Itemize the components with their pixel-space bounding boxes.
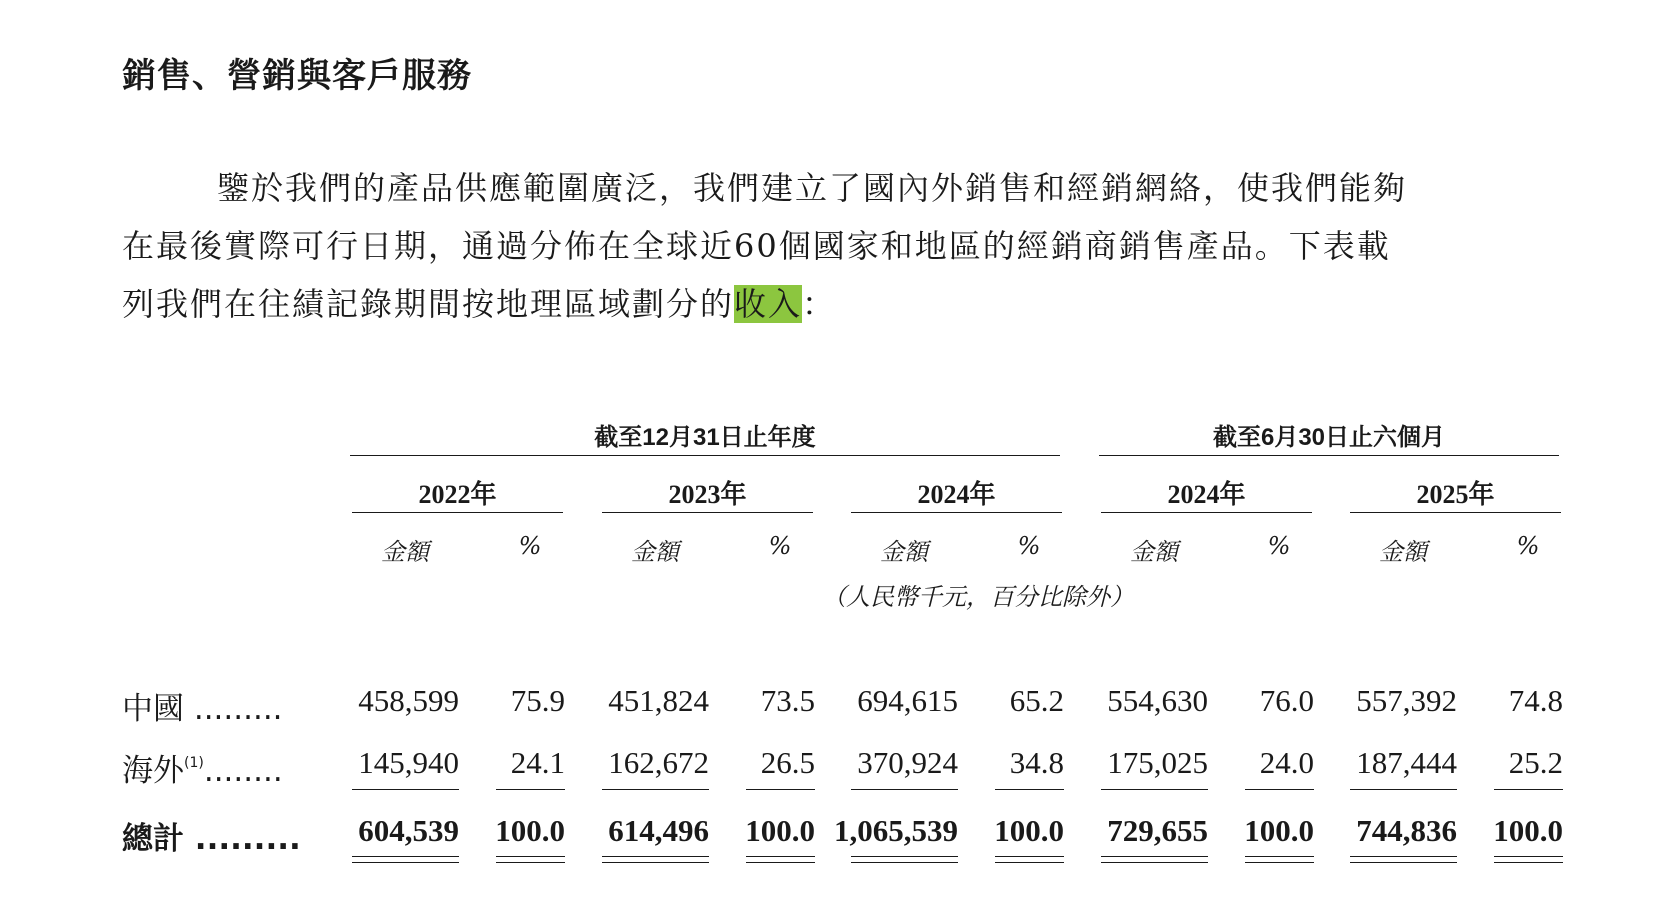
total-double-rule — [995, 862, 1064, 863]
total-double-rule — [602, 862, 709, 863]
subtotal-rule — [1350, 789, 1457, 790]
table-cell: 694,615 — [857, 683, 958, 718]
year-header-2023: 2023年 — [668, 480, 747, 509]
year-header-2022: 2022年 — [418, 480, 497, 509]
group-header-annual: 截至12月31日止年度 — [594, 424, 816, 451]
table-cell: 34.8 — [1009, 745, 1064, 780]
percent-header: % — [1267, 532, 1291, 560]
table-cell: 614,496 — [608, 813, 709, 848]
paragraph-line-1-text: 鑒於我們的產品供應範圍廣泛，我們建立了國內外銷售和經銷網絡，使我們能夠 — [217, 169, 1408, 207]
total-double-rule — [1245, 862, 1314, 863]
table-cell: 76.0 — [1259, 683, 1314, 718]
table-cell: 162,672 — [608, 745, 709, 780]
total-double-rule — [352, 856, 459, 857]
total-double-rule — [746, 862, 815, 863]
table-cell: 65.2 — [1009, 683, 1064, 718]
table-cell: 458,599 — [358, 683, 459, 718]
year-rule — [1101, 512, 1312, 513]
subtotal-rule — [1101, 789, 1208, 790]
total-double-rule — [1494, 856, 1563, 857]
year-rule — [352, 512, 563, 513]
total-double-rule — [1494, 862, 1563, 863]
table-cell: 604,539 — [358, 813, 459, 848]
amount-header: 金額 — [381, 538, 429, 566]
total-double-rule — [1101, 856, 1208, 857]
percent-header: % — [1017, 532, 1041, 560]
row-label-overseas-dots: ........ — [203, 753, 283, 789]
year-rule — [1350, 512, 1561, 513]
table-cell: 75.9 — [510, 683, 565, 718]
total-double-rule — [1101, 862, 1208, 863]
table-cell: 187,444 — [1356, 745, 1457, 780]
row-label-overseas — [122, 745, 283, 790]
subtotal-rule — [496, 789, 565, 790]
year-rule — [851, 512, 1062, 513]
table-cell: 74.8 — [1508, 683, 1563, 718]
group-header-six-months: 截至6月30日止六個月 — [1212, 424, 1446, 451]
percent-header: % — [518, 532, 542, 560]
table-cell: 73.5 — [760, 683, 815, 718]
subtotal-rule — [851, 789, 958, 790]
total-double-rule — [746, 856, 815, 857]
total-double-rule — [496, 856, 565, 857]
total-double-rule — [1245, 856, 1314, 857]
footnote-marker: (1) — [184, 755, 204, 771]
year-header-2024-h1: 2024年 — [1167, 480, 1246, 509]
table-cell: 100.0 — [1244, 813, 1314, 848]
percent-header: % — [1516, 532, 1540, 560]
table-cell: 100.0 — [1493, 813, 1563, 848]
table-cell: 1,065,539 — [834, 813, 958, 848]
table-cell: 451,824 — [608, 683, 709, 718]
table-cell: 729,655 — [1107, 813, 1208, 848]
total-double-rule — [995, 856, 1064, 857]
year-header-2024: 2024年 — [917, 480, 996, 509]
highlighted-revenue-text: 收入 — [734, 285, 803, 323]
paragraph-line-3-colon: ： — [802, 285, 837, 323]
subtotal-rule — [1494, 789, 1563, 790]
subtotal-rule — [352, 789, 459, 790]
table-cell: 370,924 — [857, 745, 958, 780]
amount-header: 金額 — [1379, 538, 1427, 566]
section-title: 銷售、營銷與客戶服務 — [122, 56, 472, 96]
paragraph-line-2: 在最後實際可行日期，通過分佈在全球近60個國家和地區的經銷商銷售產品。下表載 — [122, 227, 1391, 265]
percent-header: % — [768, 532, 792, 560]
year-rule — [602, 512, 813, 513]
total-double-rule — [851, 856, 958, 857]
total-double-rule — [851, 862, 958, 863]
total-double-rule — [496, 862, 565, 863]
row-label-china: 中國 ......... — [122, 691, 283, 727]
group-rule-six-months — [1099, 455, 1559, 456]
unit-note: （人民幣千元，百分比除外） — [822, 583, 1134, 611]
total-double-rule — [602, 856, 709, 857]
subtotal-rule — [602, 789, 709, 790]
paragraph-line-3-text: 列我們在往績記錄期間按地理區域劃分的 — [122, 285, 735, 323]
paragraph-line-3 — [122, 279, 836, 325]
table-cell: 744,836 — [1356, 813, 1457, 848]
table-cell: 554,630 — [1107, 683, 1208, 718]
table-cell: 25.2 — [1508, 745, 1563, 780]
table-cell: 100.0 — [994, 813, 1064, 848]
table-cell: 175,025 — [1107, 745, 1208, 780]
subtotal-rule — [1245, 789, 1314, 790]
table-cell: 145,940 — [358, 745, 459, 780]
row-label-total: 總計 ......... — [122, 821, 301, 857]
year-header-2025-h1: 2025年 — [1416, 480, 1495, 509]
table-cell: 557,392 — [1356, 683, 1457, 718]
table-cell: 24.1 — [510, 745, 565, 780]
amount-header: 金額 — [880, 538, 928, 566]
paragraph-line-1 — [122, 163, 1407, 209]
table-cell: 100.0 — [495, 813, 565, 848]
subtotal-rule — [746, 789, 815, 790]
total-double-rule — [1350, 862, 1457, 863]
amount-header: 金額 — [631, 538, 679, 566]
subtotal-rule — [995, 789, 1064, 790]
table-cell: 100.0 — [745, 813, 815, 848]
amount-header: 金額 — [1130, 538, 1178, 566]
total-double-rule — [352, 862, 459, 863]
row-label-overseas-text: 海外 — [122, 753, 184, 789]
group-rule-annual — [350, 455, 1060, 456]
total-double-rule — [1350, 856, 1457, 857]
table-cell: 26.5 — [760, 745, 815, 780]
table-cell: 24.0 — [1259, 745, 1314, 780]
